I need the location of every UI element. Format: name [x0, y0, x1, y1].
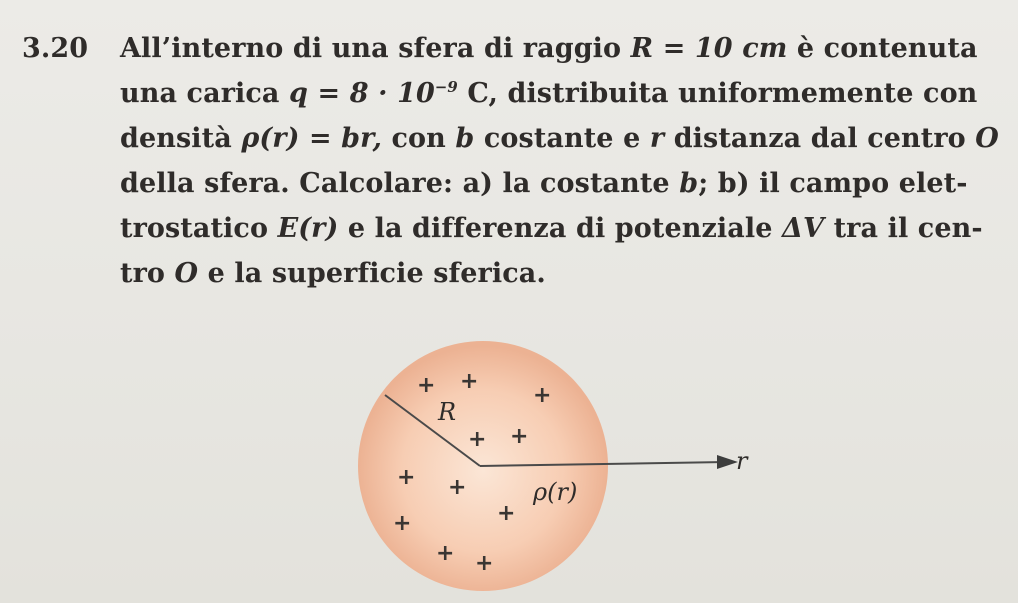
- equation-potential-difference: ΔV: [781, 213, 825, 244]
- plus-charge: +: [417, 373, 436, 398]
- problem-line-6: tro O e la superficie sferica.: [120, 258, 546, 289]
- problem-line-4: della sfera. Calcolare: a) la costante b; b) il campo elet-: [120, 168, 968, 199]
- plus-charge: +: [448, 475, 467, 500]
- equation-field: E(r): [277, 213, 339, 244]
- plus-charge: +: [497, 501, 516, 526]
- problem-number: 3.20: [22, 33, 89, 64]
- label-density: ρ(r): [533, 478, 578, 506]
- problem-line-3: densità ρ(r) = br, con b costante e r distanza dal centro O: [120, 123, 999, 154]
- plus-charge: +: [468, 427, 487, 452]
- plus-charge: +: [436, 541, 455, 566]
- plus-charge: +: [510, 424, 529, 449]
- problem-line-1: 3.20 All’interno di una sfera di raggio R = 10 cm è contenuta: [22, 26, 1002, 71]
- plus-charge: +: [533, 383, 552, 408]
- r-axis-arrowhead: [717, 455, 738, 469]
- label-r-axis: r: [736, 447, 748, 475]
- plus-charge: +: [397, 465, 416, 490]
- label-radius: R: [438, 398, 457, 426]
- plus-charge: +: [475, 551, 494, 576]
- problem-line-5: trostatico E(r) e la differenza di potenziale ΔV tra il cen-: [120, 213, 983, 244]
- plus-charge: +: [460, 369, 479, 394]
- equation-density: ρ(r) = br,: [241, 123, 383, 154]
- plus-charge: +: [393, 511, 412, 536]
- equation-radius: R = 10 cm: [630, 33, 788, 64]
- equation-charge: $q = 8 \cdot 10^{-9}$: [289, 78, 458, 109]
- problem-line-2: una carica $q = 8 \cdot 10^{-9}$ C, distribuita uniformemente con: [120, 78, 978, 109]
